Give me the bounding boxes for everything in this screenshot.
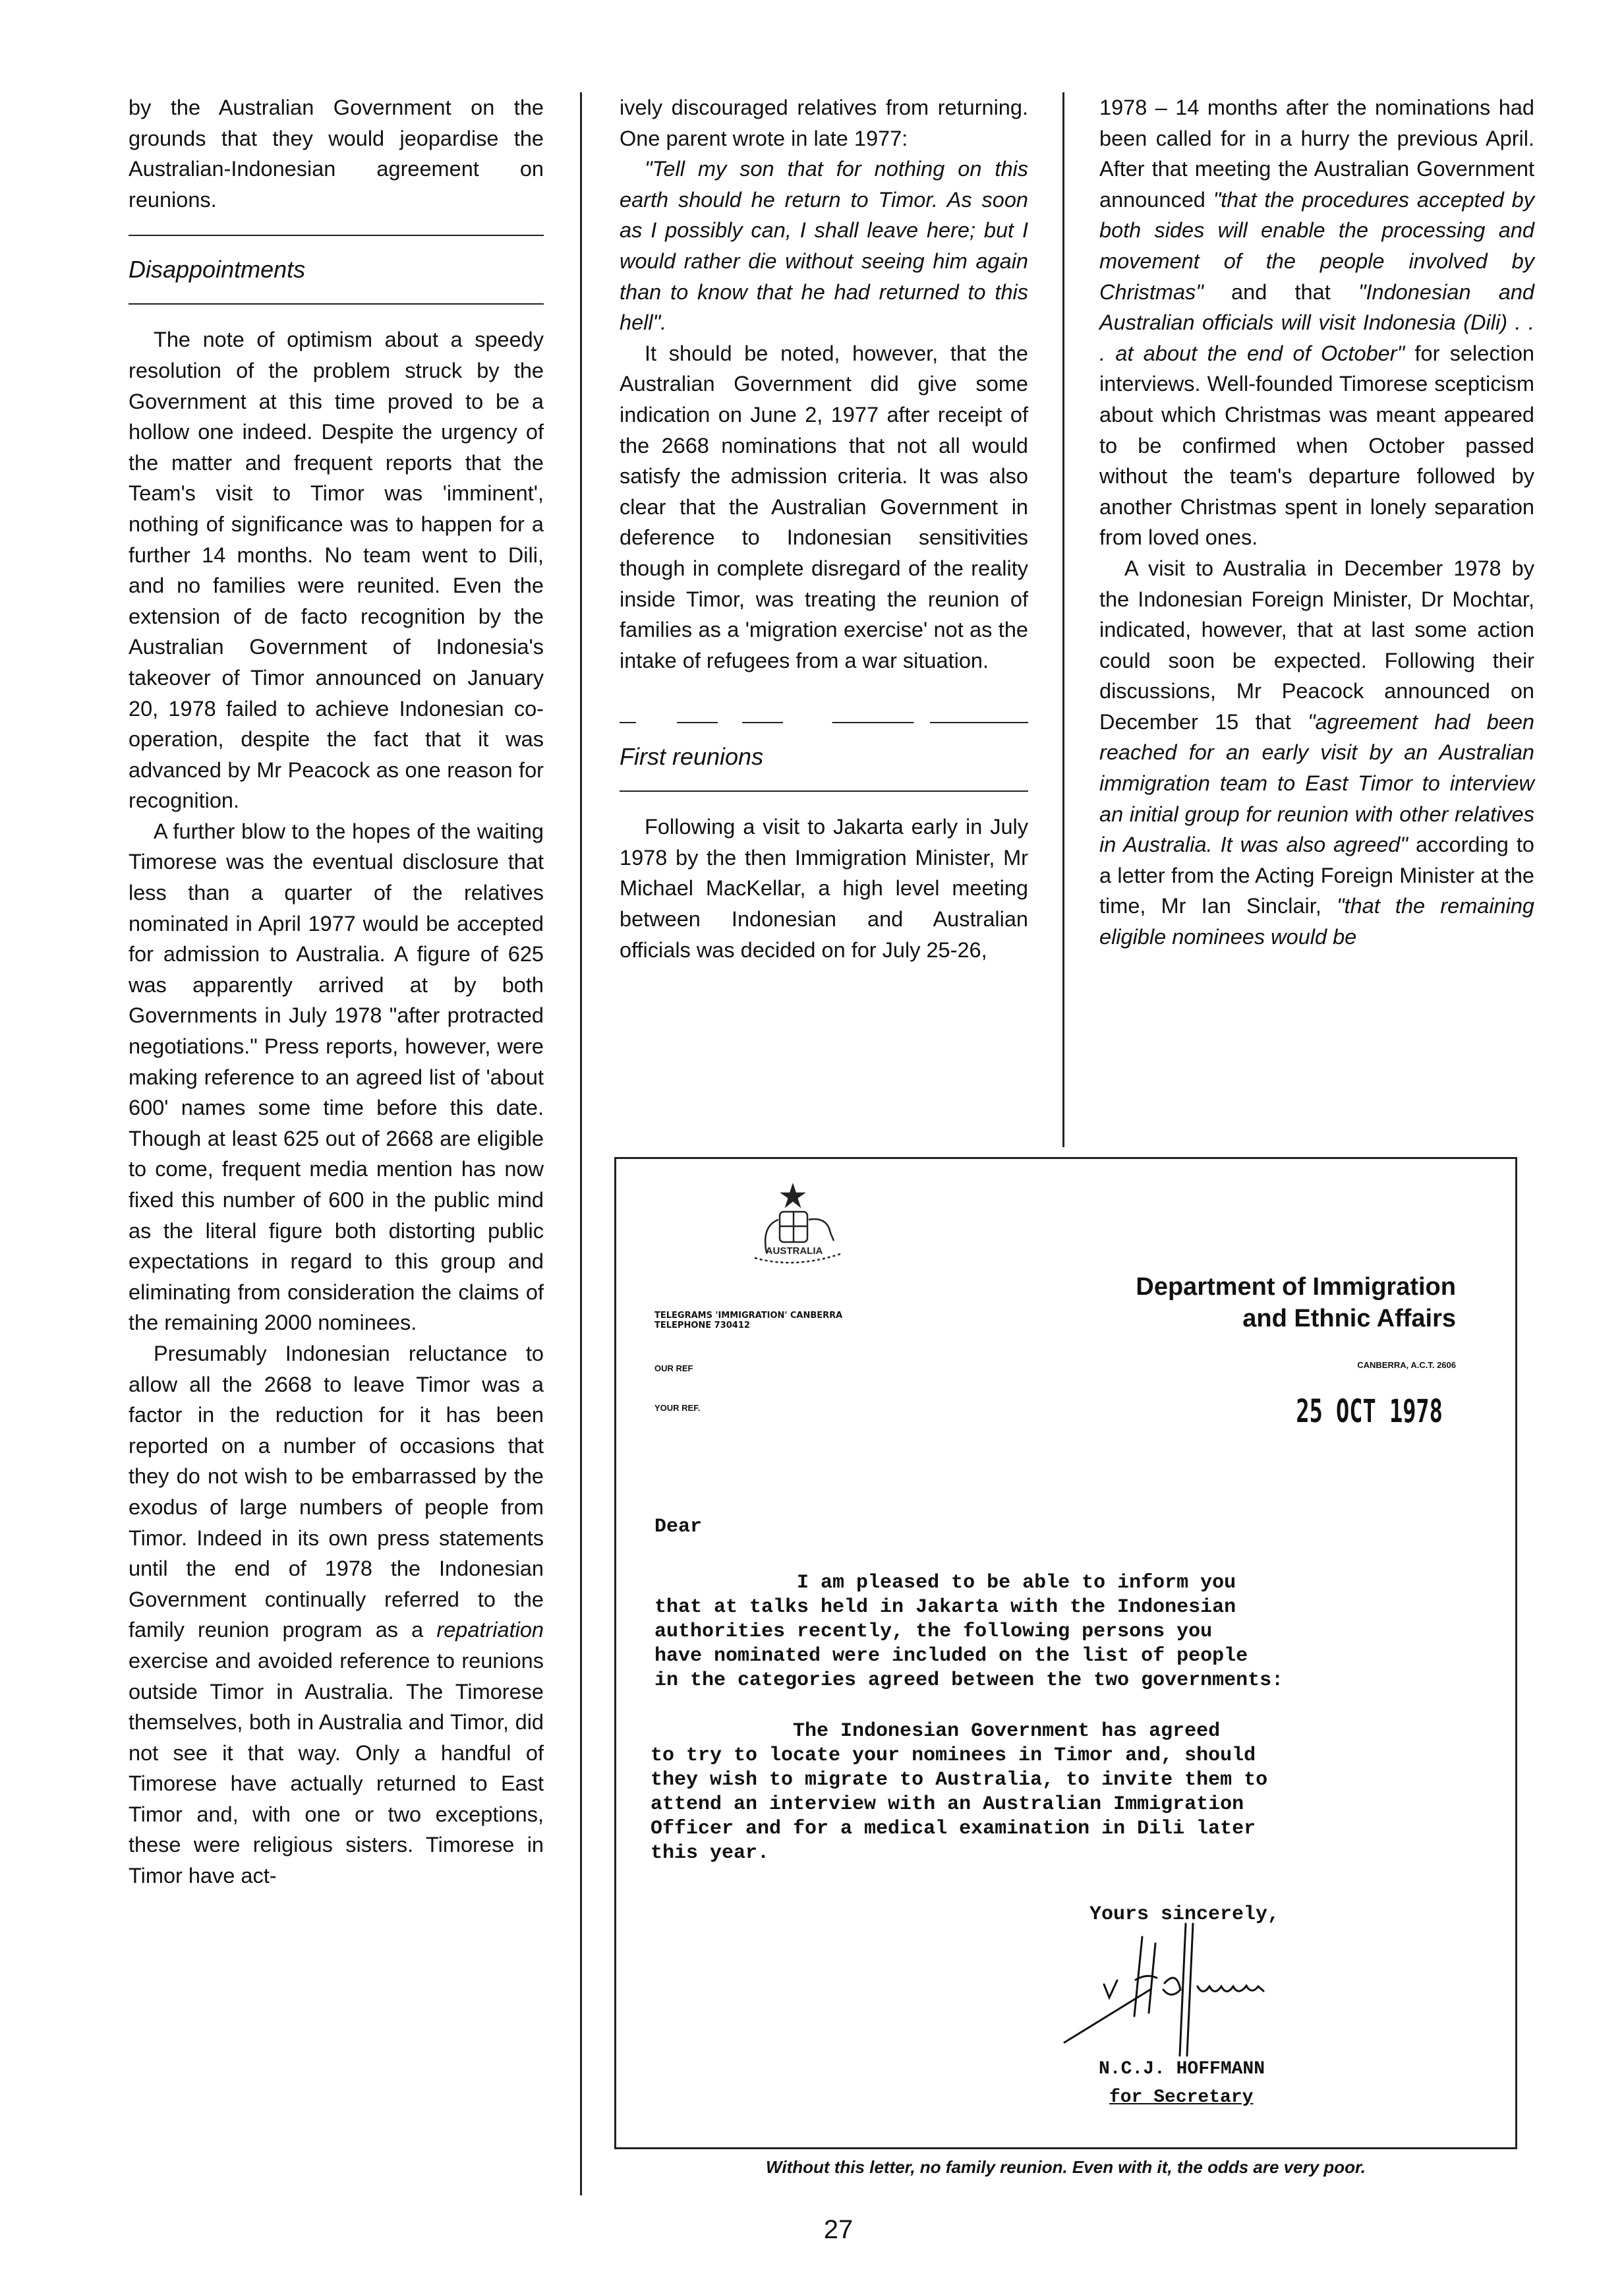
paragraph-text: Presumably Indonesian reluctance to allow all the 2668 to leave Timor was a factor in the reduction for it has been reported on a number of occasions that they do not wish to be embarrassed by the exodus of large numbers of people from Timor. Indeed in its own press statements until the end of 1978 the Indonesian Government continually referred to the family reunion program as a bbox=[129, 1341, 544, 1642]
our-ref-label: OUR REF bbox=[654, 1363, 693, 1373]
date-stamp: 25 OCT 1978 bbox=[1296, 1393, 1443, 1430]
signature-image bbox=[1025, 1917, 1394, 2069]
heading-rule bbox=[129, 235, 544, 236]
emphasis: repatriation bbox=[436, 1618, 544, 1642]
letter-body-paragraph: I am pleased to be able to inform you that at talks held in Jakarta with the Indonesian authorities recently, the following persons you have nominated were included on the list of people in the categories agreed between the two governments: bbox=[654, 1572, 1284, 1692]
letter-closing: Yours sincerely, bbox=[1089, 1903, 1280, 1926]
paragraph: ively discouraged relatives from returning. One parent wrote in late 1977: bbox=[620, 96, 1028, 150]
your-ref-label: YOUR REF. bbox=[654, 1403, 701, 1413]
coat-of-arms-icon bbox=[715, 1180, 873, 1286]
address-line: CANBERRA, A.C.T. 2606 bbox=[1357, 1360, 1456, 1370]
quotation-text: "Tell my son that for nothing on this earth should he return to Timor. As soon as I possibly can, I shall leave here; but I would rather die without seeing him again than to know that he had returned to this hell". bbox=[620, 157, 1028, 335]
department-line: and Ethnic Affairs bbox=[1242, 1305, 1456, 1332]
paragraph: Following a visit to Jakarta early in July 1978 by the then Immigration Minister, Mr Michael MacKellar, a high level meeting between Indonesian and Australian officials was decided on for July 25-26, bbox=[620, 815, 1028, 962]
paragraph: The note of optimism about a speedy resolution of the problem struck by the Government at this time proved to be a hollow one indeed. Despite the urgency of the matter and frequent reports that the Team's visit to Timor was 'imminent', nothing of significance was to happen for a further 14 months. No team went to Dili, and no families were reunited. Even the extension of de facto recognition by the Australian Government of Indonesia's takeover of Timor announced on January 20, 1978 failed to achieve Indonesian co-operation, despite the fact that it was advanced by Mr Peacock as one reason for recognition. bbox=[129, 328, 544, 813]
paragraph-text: A visit to Australia in December 1978 by the Indonesian Foreign Minister, Dr Mochtar, indicated, however, that at last some action could soon be expected. Following their discussions, Mr Peacock announced on December 15 that bbox=[1099, 556, 1534, 734]
paragraph bbox=[1099, 92, 1534, 553]
quotation-text: "agreement had been reached for an early visit by an Australian immigration team to East Timor to interview an initial group for reunion with other relatives in Australia. It was also agreed" bbox=[1099, 709, 1534, 857]
section-heading-disappointments: Disappointments bbox=[129, 256, 306, 283]
department-line: Department of Immigration bbox=[1136, 1273, 1456, 1301]
page-number: 27 bbox=[823, 2215, 854, 2244]
salutation: Dear bbox=[654, 1516, 703, 1538]
paragraph: A further blow to the hopes of the waiting Timorese was the eventual disclosure that less than a quarter of the relatives nominated in April 1977 would be accepted for admission to Australia. A figure of 625 was apparently arrived at by both Governments in July 1978 "after protracted negotiations." Press reports, however, were making reference to an agreed list of 'about 600' names some time before this date. Though at least 625 out of 2668 are eligible to come, frequent media mention has now fixed this number of 600 in the public mind as the literal figure both distorting public expectations in regard to this group and eliminating from consideration the claims of the remaining 2000 nominees. bbox=[129, 819, 544, 1335]
paragraph: by the Australian Government on the grounds that they would jeopardise the Australian-Indonesian agreement on reunions. bbox=[129, 96, 544, 212]
telegrams-line bbox=[654, 1311, 842, 1330]
department-heading bbox=[1136, 1271, 1456, 1334]
paragraph: It should be noted, however, that the Australian Government did give some indication on June 2, 1977 after receipt of the 2668 nominations that not all would satisfy the admission criteria. It was also clear that the Australian Government in deference to Indonesian sensitivities though in complete disregard of the reality inside Timor, was treating the reunion of families as a 'migration exercise' not as the intake of refugees from a war situation. bbox=[620, 341, 1028, 672]
letter-image bbox=[614, 1157, 1517, 2149]
column-2 bbox=[620, 92, 1028, 965]
signer-name: N.C.J. HOFFMANN bbox=[1099, 2059, 1265, 2079]
letter-caption: Without this letter, no family reunion. Even with it, the odds are very poor. bbox=[766, 2157, 1366, 2177]
telegrams-text: TELEGRAMS 'IMMIGRATION' CANBERRA bbox=[654, 1311, 843, 1321]
column-3 bbox=[1099, 92, 1534, 953]
column-divider-2 bbox=[1062, 92, 1064, 1147]
section-heading-first-reunions: First reunions bbox=[620, 743, 764, 771]
paragraph-text: exercise and avoided reference to reunions outside Timor in Australia. The Timorese themselves, both in Australia and Timor, did not see it that way. Only a handful of Timorese have actually returned to East Timor and, with one or two exceptions, these were religious sisters. Timorese in Timor have act- bbox=[129, 1648, 544, 1888]
column-divider-1 bbox=[580, 92, 582, 2195]
heading-rule bbox=[620, 722, 1028, 723]
column-1 bbox=[129, 92, 544, 1891]
paragraph bbox=[129, 1338, 544, 1891]
signer-title: for Secretary bbox=[1109, 2087, 1254, 2108]
quotation-text: "that the procedures accepted by both sides will enable the processing and movement of the people involved by Christmas" bbox=[1099, 187, 1534, 304]
paragraph-text: for selection interviews. Well-founded Timorese scepticism about which Christmas was meant appeared to be confirmed when October passed without the team's departure followed by another Christmas spent in lonely separation from loved ones. bbox=[1099, 341, 1534, 550]
paragraph-text: 1978 – 14 months after the nominations had been called for in a hurry the previous April. After that meeting the Australian Government announced bbox=[1099, 96, 1534, 212]
quotation-text: "that the remaining eligible nominees would be bbox=[1099, 894, 1535, 949]
telephone-text: TELEPHONE 730412 bbox=[654, 1321, 750, 1330]
crest-label: AUSTRALIA bbox=[765, 1245, 823, 1257]
quotation-text: "Indonesian and Australian officials will visit Indonesia (Dili) . . . at about the end of October" bbox=[1099, 280, 1534, 365]
paragraph-text: and that bbox=[1203, 280, 1358, 304]
quotation bbox=[620, 154, 1028, 338]
paragraph-text: according to a letter from the Acting Foreign Minister at the time, Mr Ian Sinclair, bbox=[1099, 833, 1534, 918]
letter-body-paragraph: The Indonesian Government has agreed to try to locate your nominees in Timor and, should they wish to migrate to Australia, to invite them to attend an interview with an Australian Immigration Officer and for a medical examination in Dili later this year. bbox=[651, 1720, 1268, 1864]
paragraph bbox=[1099, 553, 1534, 953]
